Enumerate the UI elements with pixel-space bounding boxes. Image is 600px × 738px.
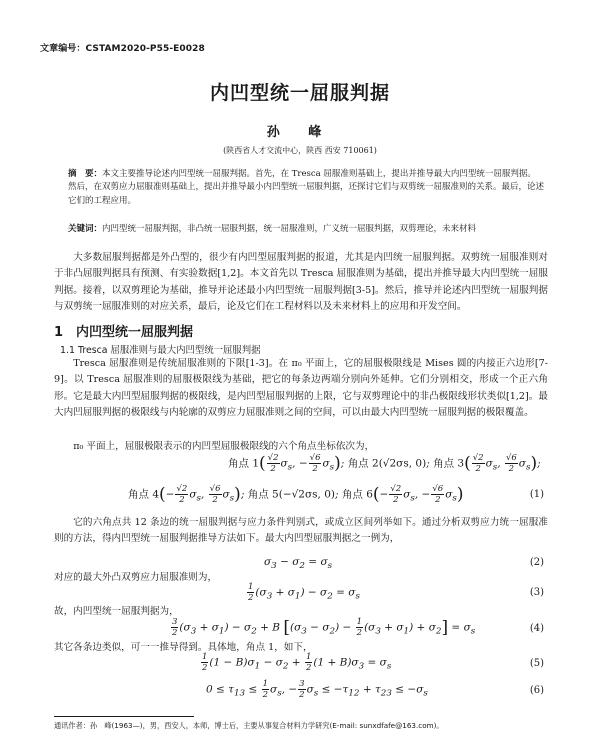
subsection-title: Tresca 屈服准则与最大内凹型统一屈服判据 <box>78 345 261 356</box>
equation-number-2: (2) <box>529 557 544 568</box>
paragraph-corner-points: π₀ 平面上，屈服极限表示的内凹型屈服极限线的六个角点坐标依次为， <box>73 441 375 452</box>
intro-paragraph: 大多数屈服判据都是外凸型的，很少有内凹型屈服判据的报道，尤其是内凹统一屈服判据。双剪统一屈服准则对于非凸屈服判据具有预测、有实验数据[1,2]。本文首先以 Tresca 屈服准则为基础，提出并推导最大内凹型统一屈服判据。接着，以双剪理论为基础，推导并论述最小内凹型统一屈服判据[3-5]。然后，推导并论述内凹型统一屈服判据与双剪统一屈服准则的对应关系，最后，论及它们在工程材料以及未来材料上的应用和开发空间。 <box>54 252 548 313</box>
paragraph-tresca: Tresca 屈服准则是传统屈服准则的下限[1-3]。在 π₀ 平面上，它的屈服极限线是 Mises 圆的内接正六边形[7-9]。以 Tresca 屈服准则的屈服极限线为基础，把它的每条边两端分别向外延伸。它们分别相交，形成一个正六角形。它是最大内凹型屈服判据的极限线，是内凹型屈服判据的上限，它与双剪理论中的非凸极限线形状类似[1,2]。最大内凹屈服判据的极限线与内轮廓的双剪应力屈服准则之间的空间，可以由最大内凹型统一屈服判据的极限覆盖。 <box>54 358 548 419</box>
paragraph-eq5-intro: 其它各条边类似，可一一推导得到。具体地，角点 1，如下， <box>54 642 313 653</box>
equation-2: $\sigma_3 - \sigma_2 = \sigma_s$ <box>264 556 333 572</box>
author-affiliation: (陕西省人才交流中心，陕西 西安 710061) <box>223 146 377 155</box>
corner-point-6-label: 角点 6 <box>341 488 373 501</box>
subsection-heading-1-1 <box>60 342 261 356</box>
corner-point-5: 角点 5(−√2σs, 0) <box>247 488 335 501</box>
paragraph-eq4-intro: 故，内凹型统一屈服判据为， <box>54 606 179 617</box>
abstract-label: 摘 要： <box>68 169 103 179</box>
equation-6: $0 \le \tau_{13}$ ≤ $\frac{1}{2}$ $\sigma_s$, − $\frac{3}{2}$ $\sigma_s \le -\tau_{12} + \tau_{23} \le -\sigma_s$ <box>206 679 428 700</box>
paragraph-eq3-intro: 对应的最大外凸双剪应力屈服准则为， <box>54 572 218 583</box>
corner-point-4-label: 角点 4 <box>128 488 160 501</box>
footnote-divider <box>54 716 194 717</box>
equation-number-3: (3) <box>529 587 544 598</box>
abstract-text: 本文主要推导论述内凹型统一屈服判据。首先，在 Tresca 屈服准则基础上，提出并推导最大内凹型统一屈服判据。然后，在双剪应力屈服准则基础上，提出并推导最小内凹型统一屈服判据，还探讨它们与双剪统一屈服准则的关系。最后，论述它们的工程应用。 <box>68 169 545 206</box>
equation-number-5: (5) <box>529 658 544 669</box>
equation-4: $\frac{3}{2}$ $(\sigma_3 + \sigma_1) - \sigma_2 + B$ [$(\sigma_3 - \sigma_2)$ − $\frac{1}{2}$ $(\sigma_3 + \sigma_1) + \sigma_2] = \sigma_s$ <box>172 617 476 638</box>
corner-point-1-label: 角点 1 <box>228 457 260 470</box>
author-name: 孙 峰 <box>266 125 334 140</box>
equation-corner-points-1-3: 角点 1( $\frac{√2}{2}$ $\sigma_s$, − $\frac{√6}{2}$ $\sigma_s$); 角点 2(√2σs, 0); 角点 3( $\frac{√2}{2}$ $\sigma_s$, $\frac{√6}{2}$ $\sigma_s$); <box>228 453 541 474</box>
corner-point-3-label: 角点 3 <box>433 457 465 470</box>
equation-3: $\frac{1}{2}$ $(\sigma_3 + \sigma_1) - \sigma_2 = \sigma_s$ <box>248 582 360 603</box>
abstract <box>68 168 544 208</box>
equation-5: $\frac{1}{2}$ $(1 - B)\sigma_1 - \sigma_2$ + $\frac{1}{2}$ $(1 + B)\sigma_3 = \sigma_s$ <box>202 652 392 673</box>
keywords-text: 内凹型统一屈服判据，非凸统一屈服判据，统一屈服准则，广义统一屈服判据，双剪理论，未来材料 <box>102 224 477 234</box>
equation-number-6: (6) <box>529 685 544 696</box>
keywords-label: 关键词： <box>68 224 103 234</box>
equation-corner-points-4-6: 角点 4(− $\frac{√2}{2}$ $\sigma_s$, $\frac{√6}{2}$ $\sigma_s$); 角点 5(−√2σs, 0); 角点 6(− $\frac{√2}{2}$ $\sigma_s$, − $\frac{√6}{2}$ $\sigma_s$) <box>128 484 464 505</box>
corner-point-2: 角点 2(√2σs, 0) <box>347 457 427 470</box>
paper-title: 内凹型统一屈服判据 <box>209 82 390 104</box>
section-heading-1 <box>54 321 193 340</box>
equation-number-1: (1) <box>529 489 544 500</box>
section-number: 1 <box>54 325 64 340</box>
paragraph-cases: 它的六角点共 12 条边的统一屈服判据与应力条件判别式，或成立区间列举如下。通过分析双剪应力统一屈服准则的方法，得内凹型统一屈服判据推导方法如下。最大内凹型屈服判据之一例为， <box>54 517 548 545</box>
keywords <box>68 223 544 236</box>
article-number: 文章编号：CSTAM2020-P55-E0028 <box>40 44 205 54</box>
equation-number-4: (4) <box>529 623 544 634</box>
footnote: 通讯作者：孙 峰(1963—)，男，西安人，本师，博士后，主要从事复合材料力学研究(E-mail: sunxdfafe@163.com)。 <box>54 721 444 730</box>
subsection-number: 1.1 <box>60 345 75 356</box>
section-title: 内凹型统一屈服判据 <box>76 325 194 340</box>
